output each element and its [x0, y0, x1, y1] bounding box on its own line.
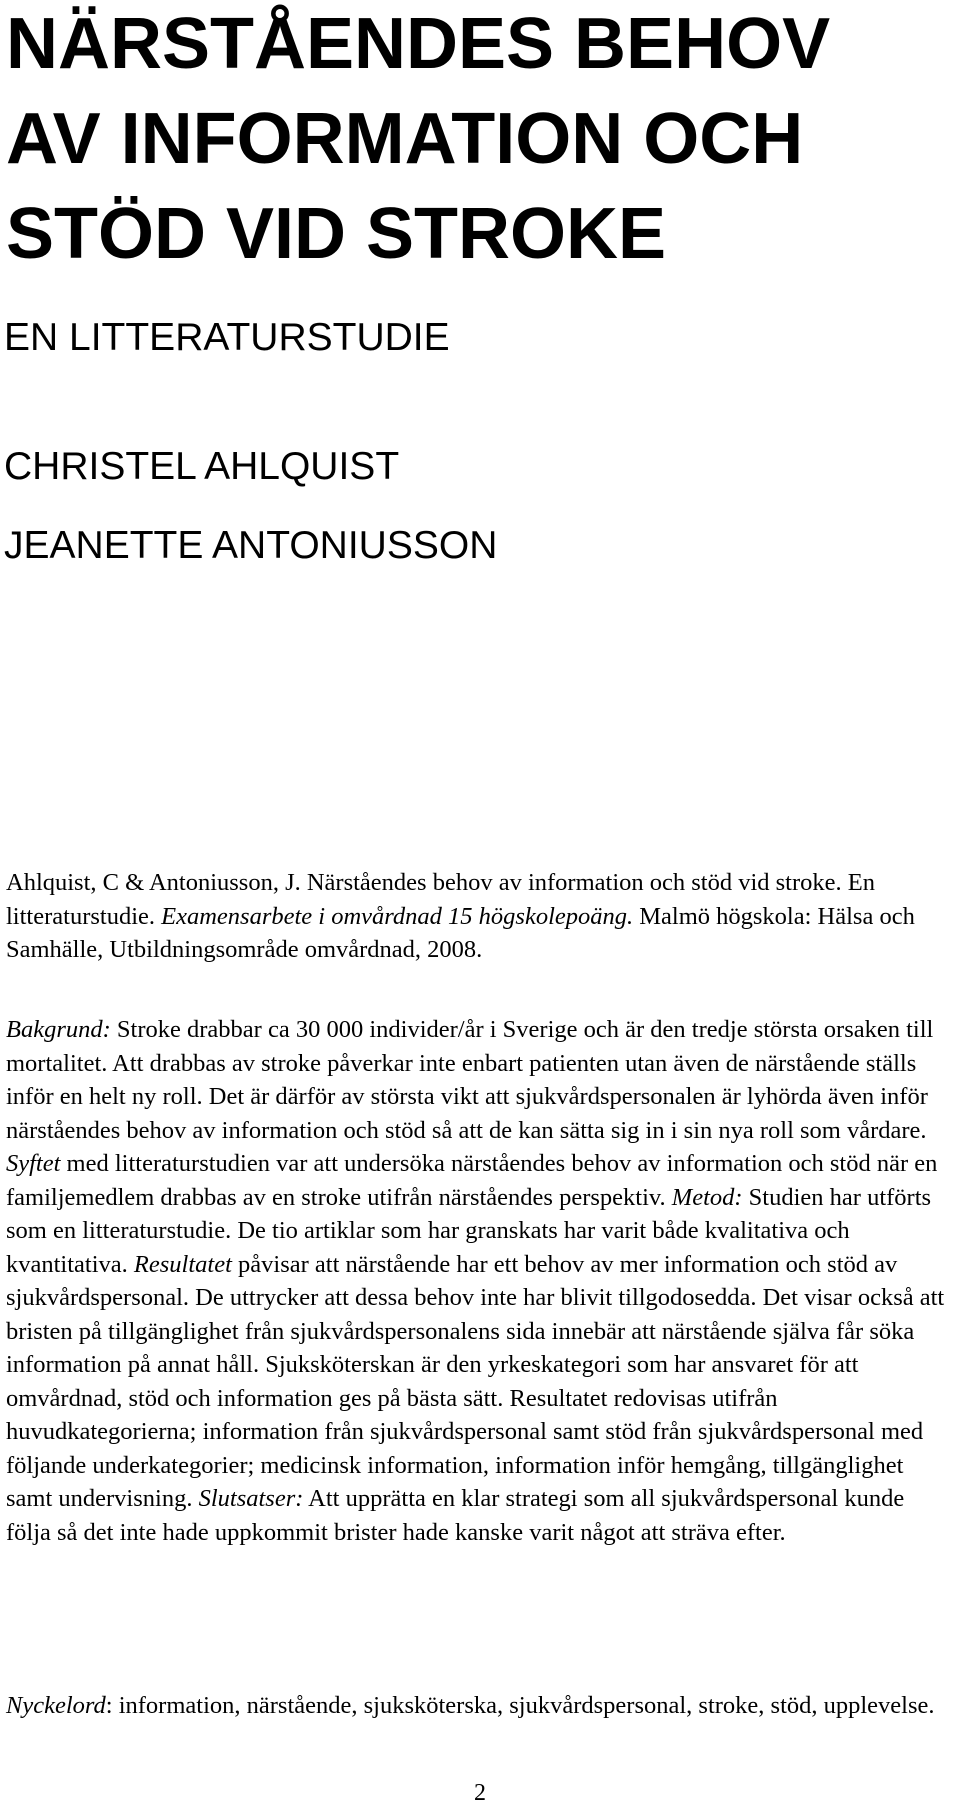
- slutsatser-label: Slutsatser:: [198, 1485, 304, 1512]
- bakgrund-label: Bakgrund:: [6, 1016, 111, 1043]
- page-number: 2: [474, 1780, 486, 1806]
- keywords-text: : information, närstående, sjuksköterska, sjukvårdspersonal, stroke, stöd, upplevelse.: [105, 1692, 935, 1719]
- title-line-2: AV INFORMATION OCH: [6, 99, 804, 179]
- citation-part-3: Malmö högskola: Hälsa och Samhälle, Utbildningsområde omvårdnad, 2008.: [6, 902, 915, 963]
- syftet-label: Syftet: [6, 1150, 61, 1177]
- resultatet-text: påvisar att närstående har ett behov av mer information och stöd av sjukvårdspersonal. De uttrycker att dessa behov inte har blivit tillgodosedda. Det visar också att bristen på tillgänglighet från sjukvårdspersonalens sida innebär att närstående själva får söka information på annat håll. Sjuksköterskan är den yrkeskategori som har ansvaret för att omvårdnad, stöd och information ges på bästa sätt. Resultatet redovisas utifrån huvudkategorierna; information från sjukvårdspersonal samt stöd från sjukvårdspersonal med följande underkategorier; medicinsk information, information inför hemgång, tillgänglighet samt undervisning.: [6, 1250, 945, 1512]
- syftet-text: med litteraturstudien var att undersöka närståendes behov av information och stöd när en familjemedlem drabbas av en stroke utifrån närståendes perspektiv.: [6, 1150, 938, 1211]
- author-2: JEANETTE ANTONIUSSON: [4, 524, 498, 567]
- citation: [6, 866, 946, 967]
- author-1: CHRISTEL AHLQUIST: [4, 445, 400, 488]
- resultatet-label: Resultatet: [133, 1250, 232, 1278]
- keywords-label: Nyckelord: [6, 1692, 106, 1719]
- title-line-1: NÄRSTÅENDES BEHOV: [6, 4, 831, 84]
- title-line-3: STÖD VID STROKE: [6, 194, 667, 274]
- keywords: [6, 1689, 946, 1723]
- citation-part-2: Examensarbete i omvårdnad 15 högskolepoäng.: [161, 902, 634, 930]
- bakgrund-text: Stroke drabbar ca 30 000 individer/år i Sverige och är den tredje största orsaken till mortalitet. Att drabbas av stroke påverkar inte enbart patienten utan även de närstående ställs inför en helt ny roll. Det är därför av största vikt att sjukvårdspersonalen är lyhörda även inför närståendes behov av information och stöd så att de kan sätta sig in i sin nya roll som vårdare.: [6, 1016, 934, 1144]
- metod-label: Metod:: [671, 1183, 743, 1211]
- metod-text: Studien har utförts som en litteraturstudie. De tio artiklar som har granskats har varit både kvalitativa och kvantitativa.: [6, 1183, 932, 1278]
- subtitle: EN LITTERATURSTUDIE: [4, 316, 450, 359]
- slutsatser-text: Att upprätta en klar strategi som all sjukvårdspersonal kunde följa så det inte hade uppkommit brister hade kanske varit något att sträva efter.: [6, 1485, 905, 1546]
- citation-part-1: Ahlquist, C & Antoniusson, J. Närståendes behov av information och stöd vid stroke. En litteraturstudie.: [6, 869, 875, 930]
- abstract: [6, 1013, 946, 1549]
